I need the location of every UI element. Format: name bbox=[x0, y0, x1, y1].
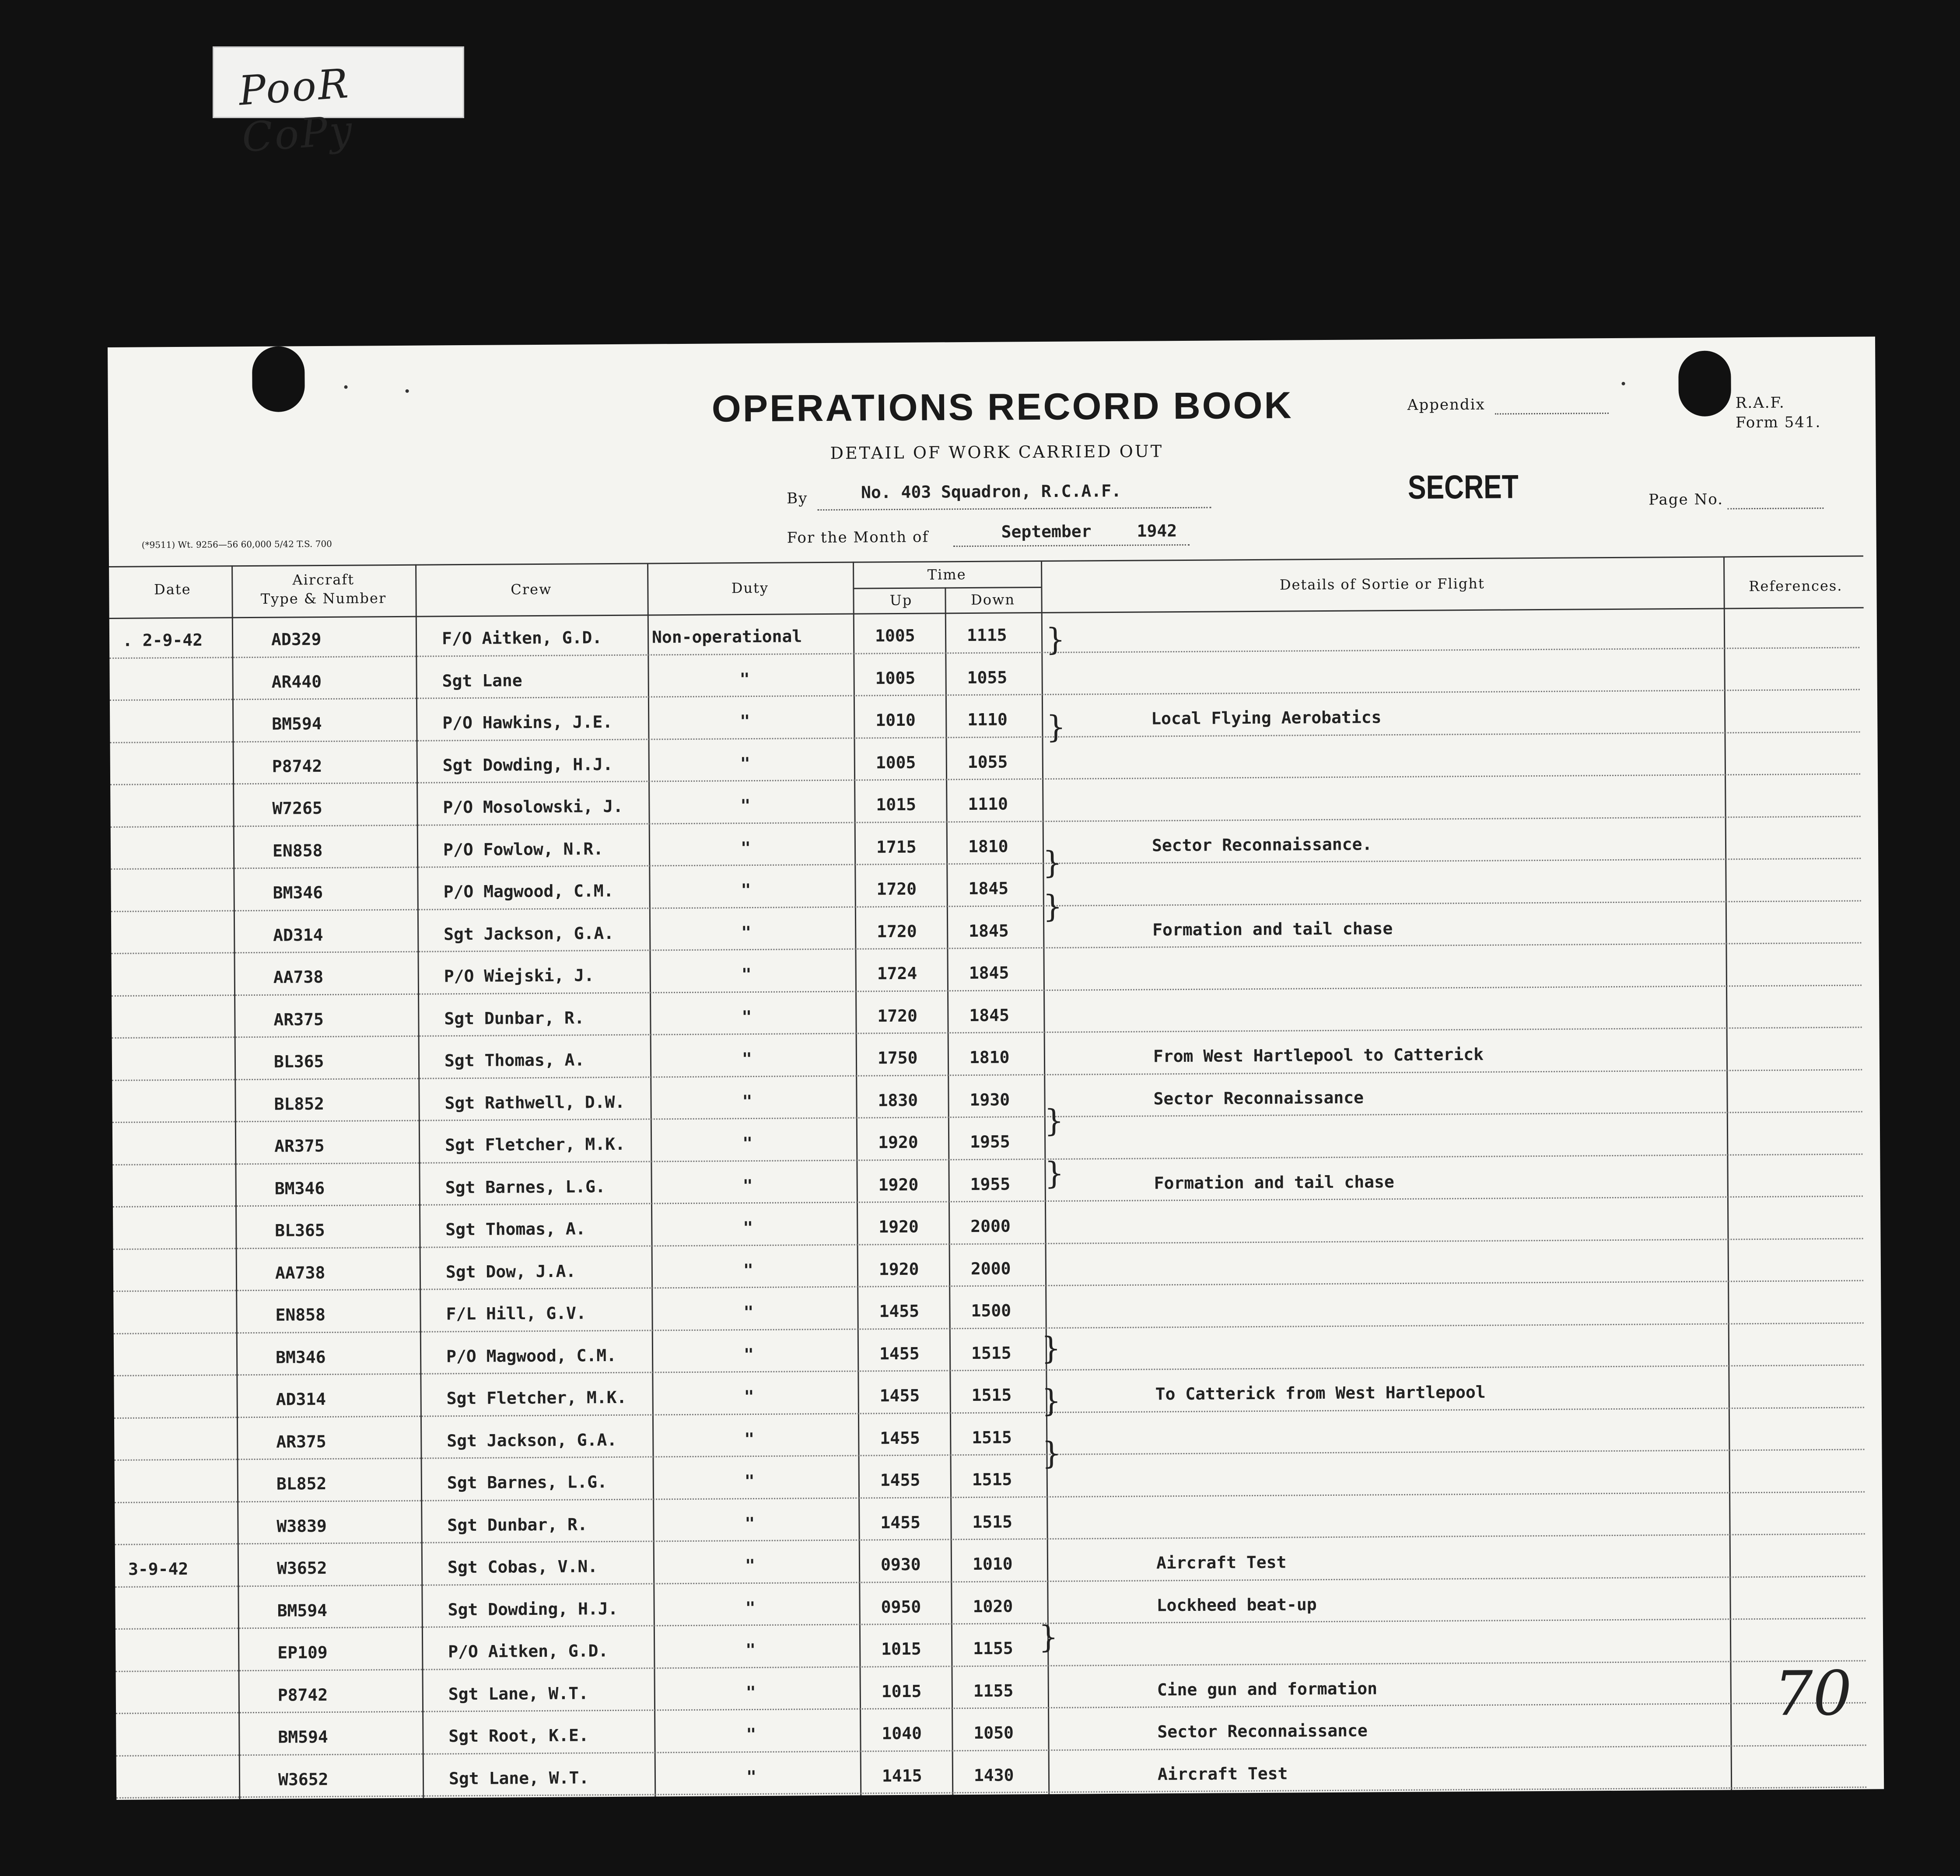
time-down-cell: 1515 bbox=[972, 1427, 1012, 1447]
duty-cell: " bbox=[742, 1049, 752, 1069]
time-up-cell: 1455 bbox=[880, 1470, 920, 1490]
time-up-cell: 1720 bbox=[877, 1006, 918, 1026]
row-rule bbox=[114, 1407, 1864, 1418]
details-cell: Sector Reconnaissance bbox=[1157, 1721, 1368, 1742]
crew-cell: Sgt Rathwell, D.W. bbox=[444, 1092, 625, 1113]
aircraft-cell: BL365 bbox=[273, 1052, 324, 1071]
details-cell: Local Flying Aerobatics bbox=[1151, 707, 1382, 728]
crew-cell: Sgt Dunbar, R. bbox=[447, 1514, 588, 1535]
crew-cell: Sgt Lane bbox=[442, 670, 522, 690]
crew-cell: Sgt Jackson, G.A. bbox=[444, 923, 614, 944]
crew-cell: Sgt Fletcher, M.K. bbox=[446, 1387, 627, 1408]
crew-cell: P/O Aitken, G.D. bbox=[448, 1641, 609, 1662]
col-sep-aircraft bbox=[415, 564, 424, 1798]
details-cell: Aircraft Test bbox=[1156, 1552, 1287, 1573]
time-down-cell: 1955 bbox=[970, 1132, 1010, 1152]
col-sep-up bbox=[945, 587, 953, 1795]
aircraft-cell: BM594 bbox=[277, 1600, 328, 1620]
row-rule bbox=[112, 1153, 1862, 1165]
duty-cell: " bbox=[743, 1260, 753, 1280]
time-down-cell: 1055 bbox=[967, 667, 1008, 687]
row-rule bbox=[110, 731, 1860, 743]
group-brace: } bbox=[1043, 888, 1063, 924]
row-rule bbox=[111, 816, 1861, 827]
col-header-up: Up bbox=[889, 592, 913, 609]
speck bbox=[344, 385, 348, 389]
aircraft-cell: BL852 bbox=[276, 1474, 327, 1494]
col-header-aircraft-1: Aircraft bbox=[292, 571, 355, 588]
row-rule bbox=[116, 1618, 1866, 1630]
page-line bbox=[1727, 508, 1824, 509]
duty-cell: " bbox=[742, 1176, 753, 1195]
squadron-value: No. 403 Squadron, R.C.A.F. bbox=[861, 481, 1122, 502]
month-label: For the Month of bbox=[787, 528, 929, 547]
time-up-cell: 1455 bbox=[879, 1344, 920, 1363]
crew-cell: Sgt Thomas, A. bbox=[444, 1050, 585, 1071]
aircraft-cell: W7265 bbox=[272, 798, 322, 818]
time-down-cell: 1155 bbox=[973, 1638, 1013, 1658]
time-up-cell: 1920 bbox=[878, 1259, 919, 1279]
crew-cell: Sgt Cobas, V.N. bbox=[447, 1557, 598, 1577]
aircraft-cell: EP109 bbox=[277, 1642, 328, 1662]
time-up-cell: 1920 bbox=[878, 1132, 918, 1152]
row-rule bbox=[110, 774, 1860, 785]
poor-copy-label bbox=[213, 46, 464, 161]
duty-cell: " bbox=[746, 1725, 756, 1744]
handwritten-page-number: 70 bbox=[1774, 1658, 1852, 1730]
row-rule bbox=[111, 900, 1861, 912]
crew-cell: F/O Aitken, G.D. bbox=[441, 628, 602, 648]
aircraft-cell: BM346 bbox=[274, 1178, 325, 1198]
duty-cell: " bbox=[745, 1556, 756, 1575]
duty-cell: " bbox=[743, 1218, 753, 1238]
crew-cell: Sgt Lane, W.T. bbox=[448, 1768, 589, 1788]
row-rule bbox=[111, 858, 1861, 870]
speck bbox=[406, 389, 409, 393]
crew-cell: Sgt Dunbar, R. bbox=[444, 1008, 584, 1028]
time-up-cell: 1720 bbox=[877, 921, 917, 941]
time-up-cell: 1015 bbox=[881, 1681, 922, 1701]
details-cell: From West Hartlepool to Catterick bbox=[1153, 1044, 1484, 1066]
crew-cell: Sgt Dow, J.A. bbox=[445, 1261, 576, 1281]
row-rule bbox=[115, 1491, 1865, 1503]
row-rule bbox=[112, 984, 1862, 996]
time-up-cell: 1015 bbox=[876, 794, 917, 815]
details-cell: Formation and tail chase bbox=[1154, 1172, 1394, 1193]
col-header-down: Down bbox=[970, 591, 1015, 608]
time-down-cell: 1810 bbox=[968, 836, 1008, 856]
aircraft-cell: EN858 bbox=[272, 840, 323, 861]
aircraft-cell: AD314 bbox=[276, 1389, 326, 1409]
year-value: 1942 bbox=[1137, 521, 1177, 541]
time-down-cell: 1515 bbox=[972, 1470, 1012, 1489]
crew-cell: F/L Hill, G.V. bbox=[446, 1303, 586, 1324]
duty-cell: " bbox=[742, 1007, 752, 1026]
aircraft-cell: AD314 bbox=[273, 925, 323, 945]
aircraft-cell: BM346 bbox=[275, 1347, 326, 1367]
time-down-cell: 1020 bbox=[973, 1596, 1013, 1616]
time-down-cell: 1155 bbox=[973, 1680, 1014, 1701]
time-down-cell: 1010 bbox=[972, 1554, 1013, 1574]
secret-stamp: SECRET bbox=[1407, 468, 1519, 506]
time-up-cell: 1724 bbox=[877, 963, 917, 984]
duty-cell: " bbox=[740, 796, 751, 816]
duty-cell: " bbox=[740, 753, 750, 773]
details-cell: Formation and tail chase bbox=[1152, 918, 1393, 939]
crew-cell: P/O Wiejski, J. bbox=[444, 966, 595, 986]
row-rule bbox=[112, 1069, 1862, 1081]
raf-form-line1: R.A.F. bbox=[1735, 394, 1785, 412]
aircraft-cell: AR375 bbox=[273, 1009, 324, 1029]
duty-cell: " bbox=[745, 1513, 755, 1533]
record-sheet bbox=[108, 336, 1884, 1800]
crew-cell: P/O Magwood, C.M. bbox=[446, 1345, 617, 1366]
aircraft-cell: BL852 bbox=[274, 1094, 325, 1114]
details-cell: To Catterick from West Hartlepool bbox=[1155, 1382, 1486, 1404]
time-down-cell: 1930 bbox=[970, 1089, 1010, 1110]
time-down-cell: 1810 bbox=[969, 1047, 1010, 1067]
crew-cell: P/O Mosolowski, J. bbox=[443, 796, 623, 817]
aircraft-cell: W3652 bbox=[278, 1769, 329, 1789]
aircraft-cell: AR375 bbox=[276, 1432, 326, 1452]
duty-cell: " bbox=[739, 669, 750, 689]
time-down-cell: 2000 bbox=[970, 1216, 1011, 1236]
duty-cell: " bbox=[740, 838, 751, 858]
row-rule bbox=[116, 1787, 1866, 1799]
aircraft-cell: AA738 bbox=[273, 967, 324, 987]
time-up-cell: 1005 bbox=[875, 626, 915, 646]
duty-cell: " bbox=[741, 922, 752, 942]
col-sep-crew bbox=[647, 563, 656, 1796]
aircraft-cell: BM594 bbox=[272, 714, 322, 734]
col-header-aircraft-2: Type & Number bbox=[260, 590, 387, 607]
group-brace: } bbox=[1044, 1102, 1064, 1139]
row-rule bbox=[113, 1238, 1863, 1250]
crew-cell: P/O Hawkins, J.E. bbox=[442, 712, 613, 733]
aircraft-cell: AD329 bbox=[271, 630, 322, 649]
aircraft-cell: AA738 bbox=[275, 1263, 326, 1283]
time-down-cell: 1055 bbox=[967, 752, 1008, 772]
time-up-cell: 1455 bbox=[879, 1301, 920, 1321]
aircraft-cell: AR440 bbox=[271, 672, 322, 692]
col-header-date: Date bbox=[154, 581, 191, 598]
row-rule bbox=[111, 942, 1861, 954]
aircraft-cell: BM594 bbox=[278, 1727, 328, 1747]
month-value: September bbox=[1001, 522, 1092, 542]
crew-cell: Sgt Dowding, H.J. bbox=[448, 1599, 618, 1619]
print-code: (*9511) Wt. 9256—56 60,000 5/42 T.S. 700 bbox=[141, 538, 332, 550]
time-up-cell: 1920 bbox=[878, 1217, 919, 1237]
time-up-cell: 1715 bbox=[876, 837, 917, 857]
label-text: PooR CoPy bbox=[237, 60, 356, 161]
aircraft-cell: P8742 bbox=[277, 1685, 328, 1705]
time-up-cell: 0930 bbox=[880, 1554, 921, 1575]
row-rule bbox=[112, 1111, 1862, 1123]
time-down-cell: 1955 bbox=[970, 1174, 1011, 1194]
col-header-details: Details of Sortie or Flight bbox=[1279, 575, 1485, 593]
time-down-cell: 1115 bbox=[966, 625, 1007, 645]
time-down-cell: 1845 bbox=[969, 1005, 1010, 1025]
aircraft-cell: BM346 bbox=[273, 883, 323, 903]
page-subtitle: DETAIL OF WORK CARRIED OUT bbox=[830, 441, 1164, 463]
appendix-line bbox=[1495, 413, 1609, 415]
row-rule bbox=[113, 1280, 1863, 1292]
page-label: Page No. bbox=[1648, 490, 1724, 509]
duty-cell: " bbox=[741, 880, 751, 900]
time-up-cell: 1455 bbox=[879, 1386, 920, 1406]
col-sep-date bbox=[231, 565, 240, 1799]
time-down-cell: 1515 bbox=[971, 1385, 1012, 1405]
aircraft-cell: W3839 bbox=[276, 1516, 327, 1536]
month-line bbox=[953, 544, 1190, 547]
time-down-cell: 1430 bbox=[973, 1765, 1014, 1785]
details-cell: Lockheed beat-up bbox=[1156, 1594, 1317, 1615]
time-down-cell: 1500 bbox=[971, 1301, 1012, 1320]
time-down-cell: 2000 bbox=[970, 1258, 1011, 1278]
time-up-cell: 1720 bbox=[876, 879, 917, 899]
page-title: OPERATIONS RECORD BOOK bbox=[711, 384, 1293, 430]
duty-cell: " bbox=[742, 1134, 753, 1153]
time-sub-line bbox=[853, 587, 1041, 589]
row-rule bbox=[116, 1702, 1866, 1714]
duty-cell: " bbox=[746, 1767, 757, 1786]
row-rule bbox=[115, 1533, 1865, 1545]
col-sep-details bbox=[1723, 556, 1732, 1790]
time-up-cell: 0950 bbox=[881, 1597, 921, 1617]
duty-cell: " bbox=[743, 1344, 754, 1364]
crew-cell: P/O Fowlow, N.R. bbox=[443, 839, 604, 859]
time-up-cell: 1455 bbox=[880, 1512, 921, 1532]
time-down-cell: 1845 bbox=[968, 878, 1009, 899]
duty-cell: " bbox=[746, 1640, 756, 1660]
raf-form-line2: Form 541. bbox=[1735, 413, 1821, 432]
aircraft-cell: EN858 bbox=[275, 1305, 326, 1325]
duty-cell: " bbox=[744, 1429, 755, 1449]
time-down-cell: 1845 bbox=[969, 963, 1009, 983]
details-cell: Sector Reconnaissance. bbox=[1152, 834, 1372, 855]
time-down-cell: 1515 bbox=[972, 1512, 1013, 1532]
date-cell: 3-9-42 bbox=[128, 1559, 189, 1579]
duty-cell: Non-operational bbox=[651, 626, 802, 647]
aircraft-cell: W3652 bbox=[276, 1558, 327, 1578]
details-cell: Cine gun and formation bbox=[1157, 1678, 1378, 1699]
header-bottom-line bbox=[109, 607, 1864, 619]
time-up-cell: 1455 bbox=[880, 1428, 920, 1448]
time-up-cell: 1830 bbox=[878, 1090, 918, 1110]
appendix-label: Appendix bbox=[1407, 396, 1485, 414]
time-up-cell: 1920 bbox=[878, 1175, 919, 1194]
row-rule bbox=[115, 1449, 1865, 1461]
row-rule bbox=[113, 1196, 1863, 1208]
aircraft-cell: AR375 bbox=[274, 1136, 325, 1156]
crew-cell: Sgt Dowding, H.J. bbox=[442, 754, 613, 775]
row-rule bbox=[112, 1027, 1862, 1039]
time-up-cell: 1005 bbox=[875, 668, 916, 688]
time-down-cell: 1110 bbox=[968, 794, 1008, 814]
time-up-cell: 1010 bbox=[875, 710, 916, 730]
time-down-cell: 1050 bbox=[973, 1723, 1014, 1743]
crew-cell: Sgt Jackson, G.A. bbox=[447, 1430, 617, 1450]
time-down-cell: 1845 bbox=[969, 920, 1009, 941]
col-header-time: Time bbox=[927, 566, 966, 583]
col-sep-duty bbox=[853, 562, 861, 1796]
group-brace: } bbox=[1044, 1155, 1064, 1191]
speck bbox=[1622, 382, 1625, 385]
time-up-cell: 1415 bbox=[882, 1766, 922, 1785]
aircraft-cell: P8742 bbox=[272, 756, 322, 776]
duty-cell: " bbox=[741, 965, 752, 984]
group-brace: } bbox=[1041, 1382, 1061, 1419]
row-rule bbox=[114, 1365, 1864, 1376]
group-brace: } bbox=[1041, 1330, 1061, 1367]
group-brace: } bbox=[1038, 1619, 1058, 1656]
row-rule bbox=[116, 1660, 1866, 1672]
crew-cell: Sgt Lane, W.T. bbox=[448, 1683, 589, 1704]
duty-cell: " bbox=[740, 711, 750, 731]
col-header-duty: Duty bbox=[731, 579, 769, 597]
time-up-cell: 1750 bbox=[877, 1048, 918, 1068]
crew-cell: Sgt Fletcher, M.K. bbox=[445, 1134, 626, 1155]
punch-hole-left bbox=[252, 346, 305, 412]
row-rule bbox=[110, 689, 1860, 701]
by-label: By bbox=[787, 490, 808, 508]
time-down-cell: 1515 bbox=[971, 1343, 1012, 1363]
duty-cell: " bbox=[745, 1598, 756, 1617]
col-header-crew: Crew bbox=[511, 581, 552, 598]
time-down-cell: 1110 bbox=[967, 710, 1008, 730]
group-brace: } bbox=[1045, 621, 1065, 658]
details-cell: Sector Reconnaissance bbox=[1153, 1087, 1364, 1108]
group-brace: } bbox=[1042, 1435, 1062, 1472]
crew-cell: Sgt Thomas, A. bbox=[445, 1219, 586, 1239]
duty-cell: " bbox=[746, 1682, 756, 1702]
row-rule bbox=[109, 647, 1859, 658]
col-header-references: References. bbox=[1749, 577, 1843, 595]
by-line bbox=[817, 507, 1211, 511]
crew-cell: Sgt Barnes, L.G. bbox=[447, 1472, 608, 1493]
punch-hole-right bbox=[1678, 350, 1731, 416]
row-rule bbox=[116, 1744, 1866, 1756]
time-up-cell: 1040 bbox=[882, 1723, 922, 1743]
details-cell: Aircraft Test bbox=[1157, 1764, 1288, 1784]
date-cell: . 2-9-42 bbox=[122, 630, 203, 650]
group-brace: } bbox=[1042, 844, 1063, 881]
duty-cell: " bbox=[744, 1387, 754, 1407]
aircraft-cell: BL365 bbox=[275, 1221, 325, 1240]
crew-cell: Sgt Root, K.E. bbox=[448, 1726, 589, 1746]
row-rule bbox=[114, 1322, 1864, 1334]
row-rule bbox=[115, 1575, 1865, 1587]
duty-cell: " bbox=[742, 1091, 752, 1111]
duty-cell: " bbox=[743, 1302, 754, 1322]
duty-cell: " bbox=[744, 1471, 755, 1491]
time-up-cell: 1005 bbox=[875, 752, 916, 772]
crew-cell: Sgt Barnes, L.G. bbox=[445, 1176, 606, 1197]
crew-cell: P/O Magwood, C.M. bbox=[443, 881, 614, 902]
group-brace: } bbox=[1046, 709, 1066, 745]
time-up-cell: 1015 bbox=[881, 1639, 921, 1659]
